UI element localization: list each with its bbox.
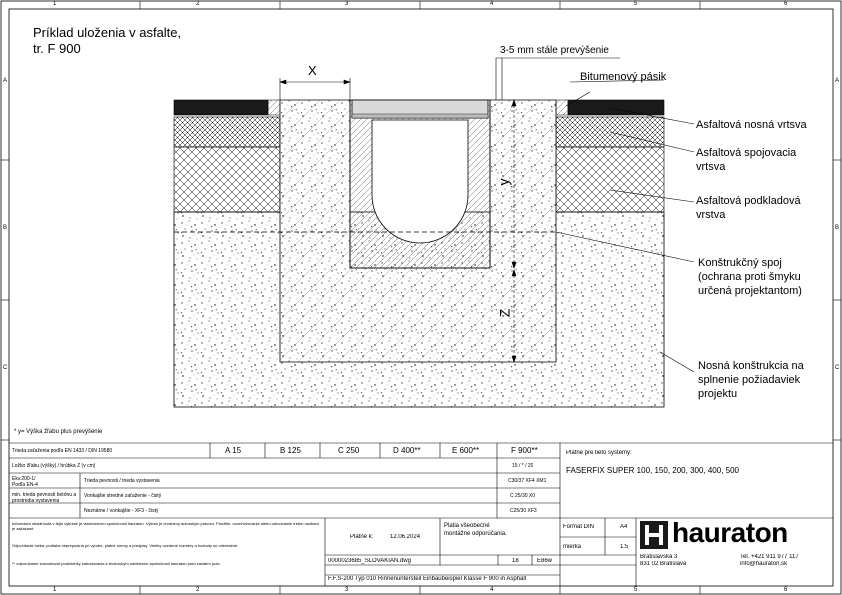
tb-note-3: ** odporúčame konzultovať podmienky zabudovania s technickým oddelením spoločnosti hauraton pred začatím prác. — [12, 561, 221, 566]
format-label: Formát DIN — [563, 524, 595, 530]
callout-joint: Konštrukčný spoj (ochrana proti šmyku určená projektantom) — [698, 257, 802, 297]
tb-note-1: Informácia obsiahnutá v tejto výkrese je vlastníctvom spoločnosti hauraton. Výkres je chránený autorským právom. Použitie, rozmnožovanie alebo odovzdanie tretím osobám je zakázané. — [12, 521, 319, 531]
dimension-z-label: Z — [496, 308, 513, 318]
tb-row2-value: 15 / * / 20 — [512, 463, 534, 469]
callout-gap: 3-5 mm stále prevýšenie — [500, 45, 609, 56]
callout-bearing: Nosná konštrukcia na splnenie požiadaviek projektu — [698, 360, 804, 400]
grid-col-4-bottom: 4 — [490, 587, 494, 593]
grid-col-1-bottom: 1 — [53, 587, 57, 593]
email: info@hauraton.sk — [740, 561, 788, 567]
grid-row-b-right: B — [835, 225, 840, 231]
footnote: * y= Výška žľabu plus prevýšenie — [14, 429, 103, 435]
callout-wearing: Asfaltová nosná vrtsva — [696, 119, 807, 131]
tb-row4-value: C 25/30 X0 — [510, 493, 536, 499]
grid-col-6: 6 — [784, 1, 788, 7]
callout-binder: Asfaltová spojovacia vrtsva — [696, 147, 797, 173]
address-line1: Bratislavská 3 — [640, 554, 678, 560]
sheet-number: 18 — [512, 558, 519, 564]
tb-row1-label: Trieda zaťaženia podľa EN 1433 / DIN 19580 — [12, 448, 113, 454]
systems-heading: Platné pre tieto systémy: — [566, 450, 632, 456]
dimension-x-label: X — [308, 63, 317, 78]
callout-base: Asfaltová podkladová vrstva — [696, 195, 801, 221]
grid-col-5-bottom: 5 — [634, 587, 638, 593]
grid-col-2-bottom: 2 — [196, 587, 200, 593]
grid-col-5: 5 — [634, 1, 638, 7]
hauraton-logo-mark — [640, 521, 668, 549]
date-label: Platné k: — [350, 534, 374, 540]
address-line2: 831 02 Bratislava — [640, 561, 687, 567]
hauraton-logo — [640, 517, 830, 550]
validity-note: Platia všeobecné montážne odporúčania. — [444, 523, 507, 537]
grid-row-a-right: A — [835, 78, 840, 84]
dimension-y-label: y — [495, 178, 512, 186]
scale-label: mierka — [563, 544, 582, 550]
date-value: 12.06.2024 — [390, 534, 421, 540]
tb-row2-label: Ložko žľabu (výšky) / hrúbka Z (v cm) — [12, 463, 96, 469]
tb-row5-mid: Neznáme / vonkajšie - XF3 - čistý — [84, 508, 159, 514]
scale-value: 1:5 — [620, 544, 629, 550]
grid-col-3-bottom: 3 — [345, 587, 349, 593]
drawing-title-line2: tr. F 900 — [33, 41, 81, 56]
tb-row5-value: C25/30 XF3 — [510, 508, 537, 514]
tb-row3-mid: Trieda pevnosti / trieda vystavenia — [84, 478, 160, 484]
load-class-b125: B 125 — [280, 446, 301, 455]
tb-row4-left: min. trieda pevnosti betónu a prostredia vystavenia — [12, 492, 77, 504]
format-value: A4 — [620, 524, 628, 530]
systems-value: FASERFIX SUPER 100, 150, 200, 300, 400, 500 — [566, 466, 739, 475]
load-class-c250: C 250 — [338, 446, 360, 455]
hauraton-wordmark: hauraton — [672, 517, 788, 548]
tb-row3-value: C30/37 XF4 XM1 — [508, 478, 547, 484]
grid-col-2: 2 — [196, 1, 200, 7]
phone: Tel. +421 911 977 117 — [740, 554, 799, 560]
grid-col-6-bottom: 6 — [784, 587, 788, 593]
grid-row-b: B — [3, 225, 8, 231]
load-class-f900: F 900** — [511, 446, 538, 455]
grid-row-c-right: C — [835, 365, 840, 371]
load-class-e600: E 600** — [452, 446, 480, 455]
callout-bitumen: Bitumenový pásik — [580, 71, 667, 83]
grid-row-c: C — [3, 365, 8, 371]
drawing-description: F.F.S-200 Typ 010 Rinnenuntersteil Einbaubeispiel Klasse F 900 in Asphalt — [328, 576, 527, 582]
load-class-d400: D 400** — [393, 446, 421, 455]
revision: E86w — [537, 558, 553, 564]
tb-note-2: Odpočítanie ložka: podlaha neprepustná pri výrobe, platné normy a predpisy. Všetky uvedené rozmery a hodnoty sú orientačné. — [12, 543, 239, 548]
load-class-a15: A 15 — [225, 446, 242, 455]
grid-col-1: 1 — [53, 1, 57, 7]
grid-row-a: A — [3, 78, 8, 84]
grid-col-4: 4 — [490, 1, 494, 7]
tb-row3-left: Ekv.200-1/ Podľa EN-4 — [12, 476, 38, 488]
tb-row4-mid: Vonkajšie stredné zaťaženie - čistý — [84, 493, 162, 499]
grid-col-3: 3 — [345, 1, 349, 7]
file-name: 0000023685_SLOVAKIAN.dwg — [328, 558, 411, 564]
drawing-title-line1: Príklad uloženia v asfalte, — [33, 25, 182, 40]
